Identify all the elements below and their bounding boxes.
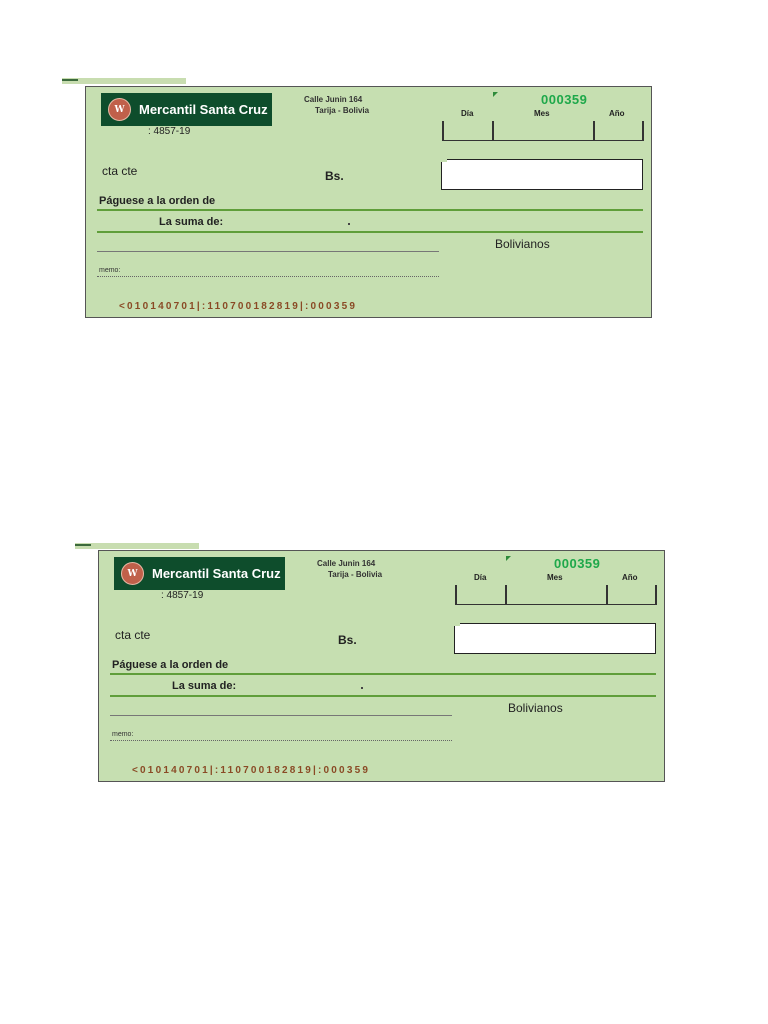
bank-logo xyxy=(101,93,272,126)
address-line-1: Calle Junin 164 xyxy=(317,559,376,568)
date-divider xyxy=(606,585,608,605)
account-number: : 4857-19 xyxy=(148,126,191,137)
bank-name: Mercantil Santa Cruz xyxy=(152,566,281,581)
date-day-label: Día xyxy=(474,573,487,582)
memo-line[interactable] xyxy=(97,276,439,277)
date-year-label: Año xyxy=(609,109,625,118)
currency-words: Bolivianos xyxy=(508,701,563,715)
sum-label: La suma de: xyxy=(159,216,224,228)
cheque xyxy=(98,550,665,782)
bank-address xyxy=(317,558,382,580)
date-baseline xyxy=(455,604,657,606)
payee-label: Páguese a la orden de xyxy=(112,659,229,671)
sum-line[interactable] xyxy=(97,231,643,233)
top-tab-marker xyxy=(75,543,199,549)
payee-label: Páguese a la orden de xyxy=(99,195,216,207)
account-number: : 4857-19 xyxy=(161,590,204,601)
date-divider xyxy=(655,585,657,605)
date-divider xyxy=(442,121,444,141)
date-divider xyxy=(492,121,494,141)
address-line-2: Tarija - Bolivia xyxy=(315,106,370,115)
date-divider xyxy=(455,585,457,605)
date-divider xyxy=(642,121,644,141)
bank-emblem-icon: W xyxy=(121,562,144,585)
currency-label: Bs. xyxy=(325,169,344,183)
cheque xyxy=(85,86,652,318)
account-type: cta cte xyxy=(115,628,151,642)
date-baseline xyxy=(442,140,644,142)
sum-label: La suma de: xyxy=(172,680,237,692)
bank-logo xyxy=(114,557,285,590)
date-divider xyxy=(505,585,507,605)
bank-name: Mercantil Santa Cruz xyxy=(139,102,268,117)
amount-field[interactable] xyxy=(454,623,656,654)
payee-line[interactable] xyxy=(110,673,656,675)
memo-line[interactable] xyxy=(110,740,452,741)
address-line-1: Calle Junin 164 xyxy=(304,95,363,104)
bank-address xyxy=(304,94,369,116)
currency-label: Bs. xyxy=(338,633,357,647)
memo-label: memo: xyxy=(99,267,121,274)
date-field[interactable] xyxy=(455,571,657,605)
corner-tick-icon xyxy=(506,556,511,561)
date-year-label: Año xyxy=(622,573,638,582)
sum-dot xyxy=(348,223,350,225)
serial-number: 000359 xyxy=(554,556,601,571)
address-line-2: Tarija - Bolivia xyxy=(328,570,383,579)
micr-line: <010140701|:110700182819|:000359 xyxy=(119,301,358,312)
amount-words-line[interactable] xyxy=(110,715,452,716)
date-field[interactable] xyxy=(442,107,644,141)
bank-emblem-icon: W xyxy=(108,98,131,121)
memo-label: memo: xyxy=(112,731,134,738)
micr-line: <010140701|:110700182819|:000359 xyxy=(132,765,371,776)
amount-words-line[interactable] xyxy=(97,251,439,252)
account-type: cta cte xyxy=(102,164,138,178)
corner-tick-icon xyxy=(493,92,498,97)
date-month-label: Mes xyxy=(534,109,550,118)
payee-line[interactable] xyxy=(97,209,643,211)
date-day-label: Día xyxy=(461,109,474,118)
amount-field[interactable] xyxy=(441,159,643,190)
serial-number: 000359 xyxy=(541,92,588,107)
date-month-label: Mes xyxy=(547,573,563,582)
currency-words: Bolivianos xyxy=(495,237,550,251)
date-divider xyxy=(593,121,595,141)
sum-line[interactable] xyxy=(110,695,656,697)
top-tab-marker xyxy=(62,78,186,84)
sum-dot xyxy=(361,687,363,689)
